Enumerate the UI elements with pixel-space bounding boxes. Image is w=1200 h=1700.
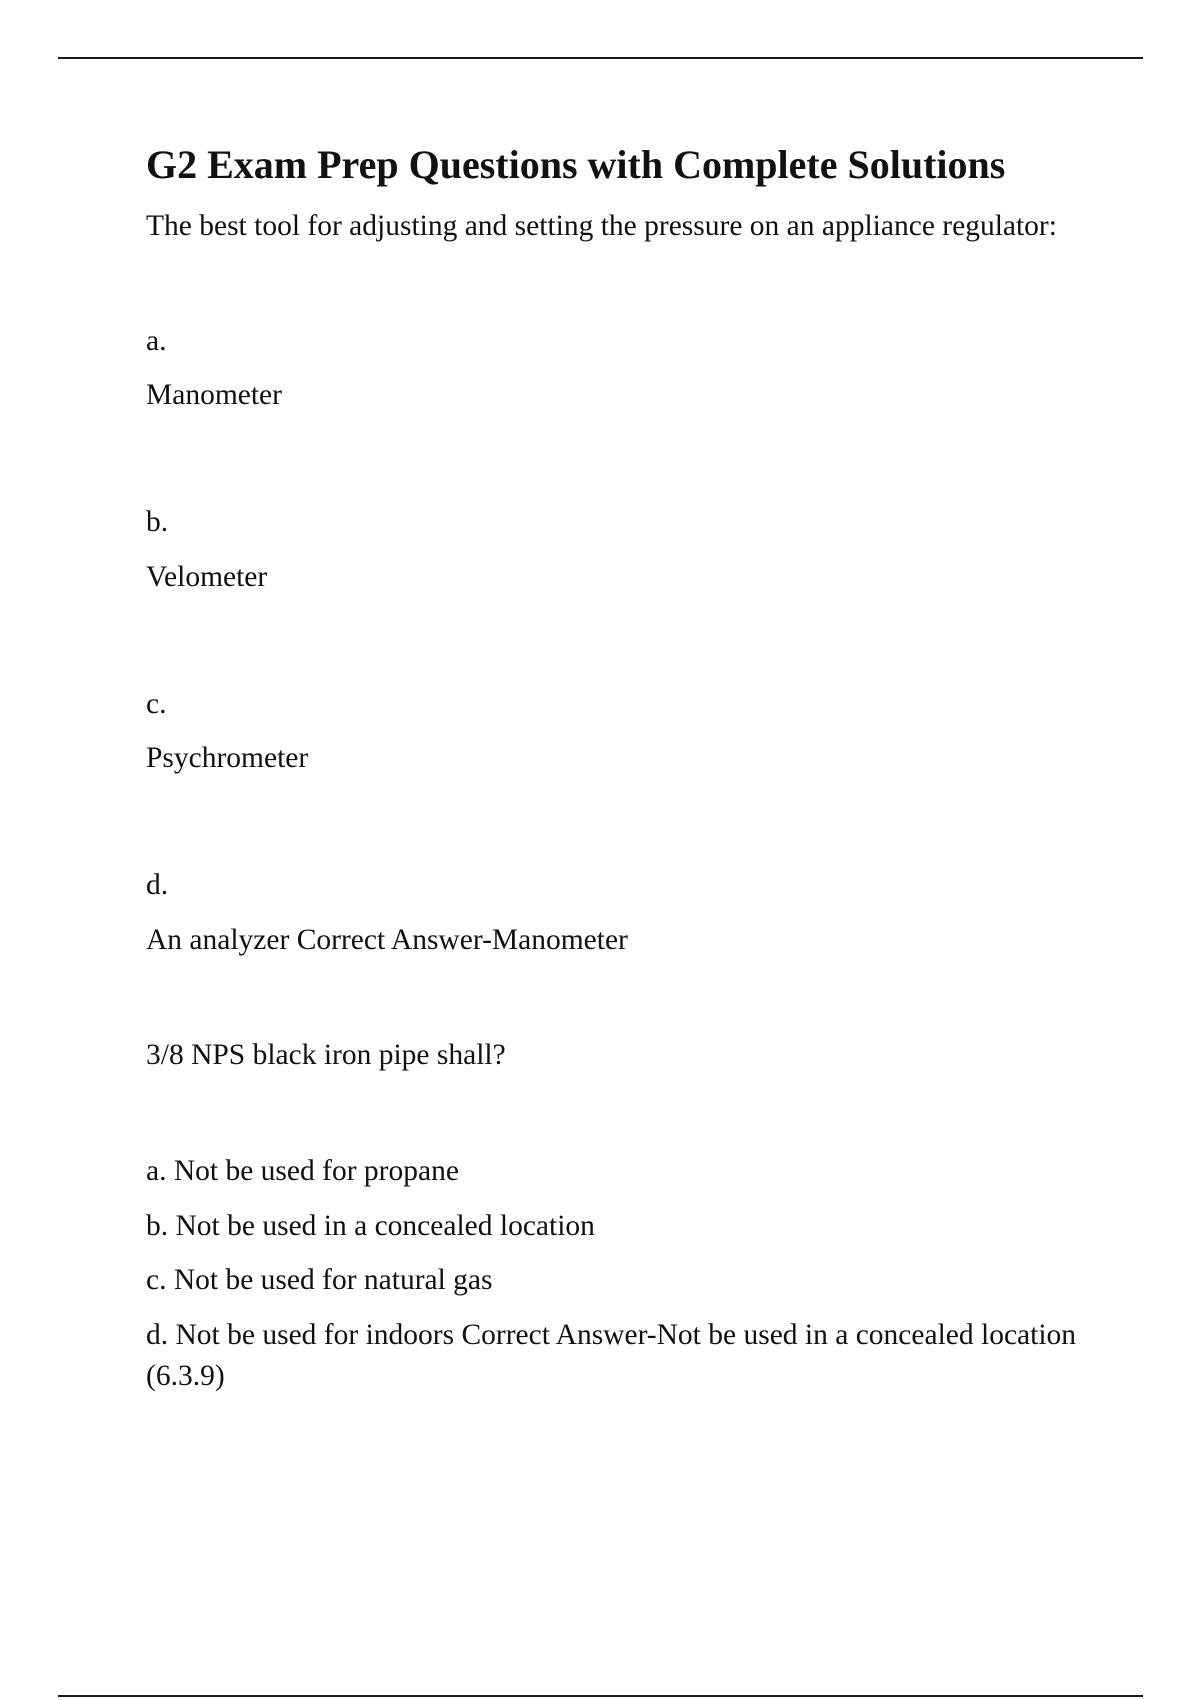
question-2-option-c: c. Not be used for natural gas [146,1264,493,1297]
option-a-text: Manometer [146,379,282,412]
option-c-label: c. [146,687,167,720]
option-d-label: d. [146,868,169,901]
document-body [146,142,1106,1411]
option-a-label: a. [146,324,167,357]
document-title: G2 Exam Prep Questions with Complete Solutions [146,142,1006,187]
question-2-option-b: b. Not be used in a concealed location [146,1209,595,1242]
question-1-text: The best tool for adjusting and setting the pressure on an appliance regulator: [146,210,1057,242]
question-2-option-a: a. Not be used for propane [146,1155,459,1188]
option-d-text: An analyzer Correct Answer-Manometer [146,923,628,956]
question-2-option-d: d. Not be used for indoors Correct Answer-Not be used in a concealed location (6.3.9) [146,1319,1077,1392]
top-rule [58,57,1143,59]
option-b-text: Velometer [146,560,268,593]
option-c-text: Psychrometer [146,742,309,775]
bottom-rule [58,1695,1143,1697]
question-2-text: 3/8 NPS black iron pipe shall? [146,1039,506,1072]
option-b-label: b. [146,506,169,539]
